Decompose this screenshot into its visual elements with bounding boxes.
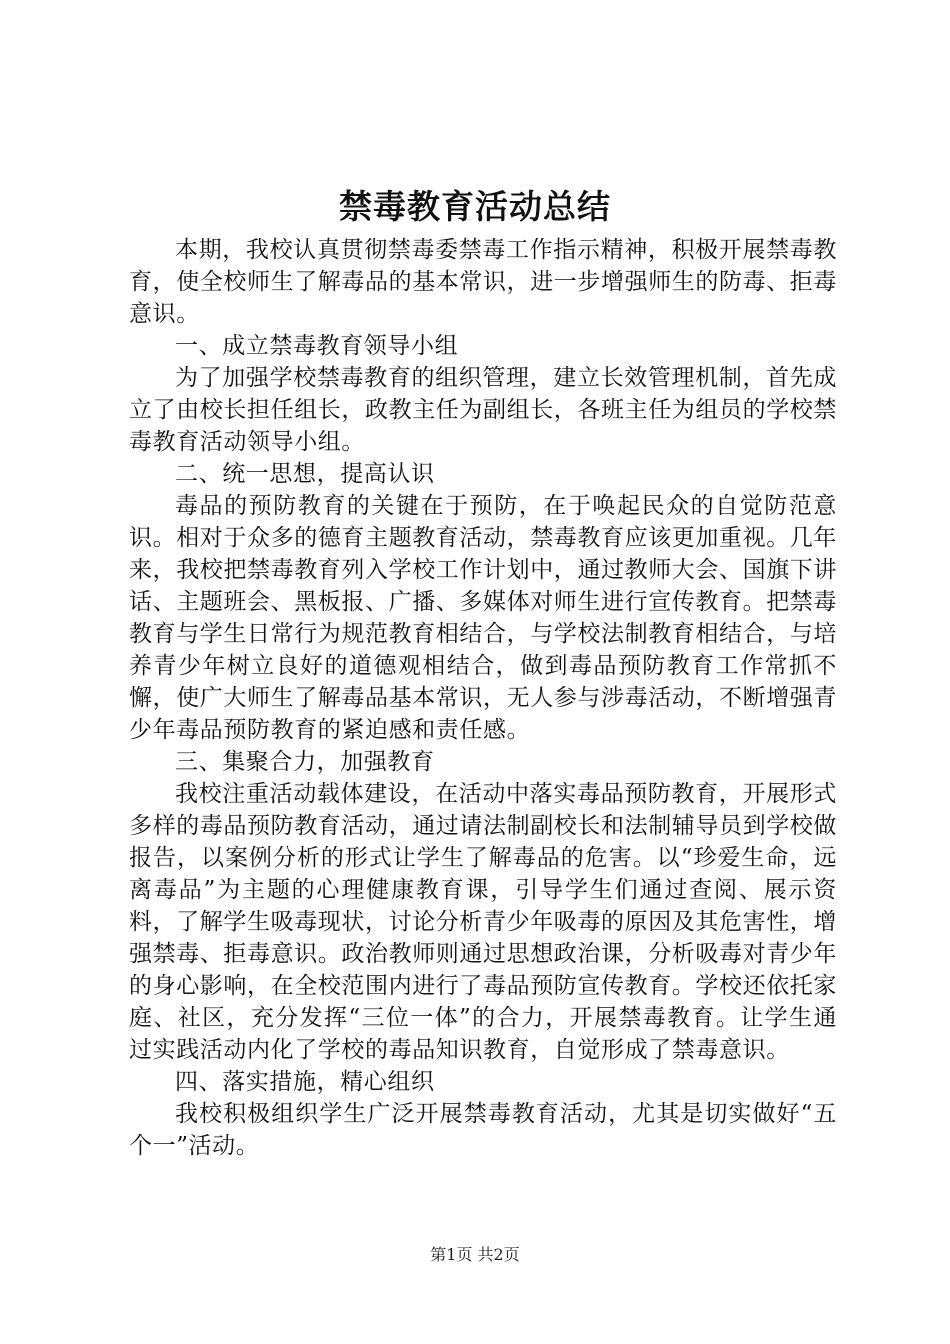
- section-paragraph-1: 为了加强学校禁毒教育的组织管理，建立长效管理机制，首先成立了由校长担任组长，政教主任为副组长，各班主任为组员的学校禁毒教育活动领导小组。: [129, 365, 837, 455]
- section-heading-1: 一、成立禁毒教育领导小组: [175, 333, 459, 359]
- intro-paragraph: 本期，我校认真贯彻禁毒委禁毒工作指示精神，积极开展禁毒教育，使全校师生了解毒品的基本常识，进一步增强师生的防毒、拒毒意识。: [129, 237, 837, 327]
- section-heading-3: 三、集聚合力，加强教育: [175, 749, 435, 775]
- section-heading-4: 四、落实措施，精心组织: [175, 1069, 435, 1095]
- section-paragraph-4: 我校积极组织学生广泛开展禁毒教育活动，尤其是切实做好“五个一”活动。: [129, 1101, 837, 1159]
- document-body: [129, 234, 837, 1162]
- document-title: 禁毒教育活动总结: [339, 187, 611, 226]
- page-footer: 第1页 共2页: [430, 1245, 520, 1264]
- section-heading-2: 二、统一思想，提高认识: [175, 461, 435, 487]
- section-paragraph-2: 毒品的预防教育的关键在于预防，在于唤起民众的自觉防范意识。相对于众多的德育主题教育活动，禁毒教育应该更加重视。几年来，我校把禁毒教育列入学校工作计划中，通过教师大会、国旗下讲话、主题班会、黑板报、广播、多媒体对师生进行宣传教育。把禁毒教育与学生日常行为规范教育相结合，与学校法制教育相结合，与培养青少年树立良好的道德观相结合，做到毒品预防教育工作常抓不懈，使广大师生了解毒品基本常识，无人参与涉毒活动，不断增强青少年毒品预防教育的紧迫感和责任感。: [129, 493, 837, 743]
- section-paragraph-3: 我校注重活动载体建设，在活动中落实毒品预防教育，开展形式多样的毒品预防教育活动，通过请法制副校长和法制辅导员到学校做报告，以案例分析的形式让学生了解毒品的危害。以“珍爱生命，远离毒品”为主题的心理健康教育课，引导学生们通过查阅、展示资料，了解学生吸毒现状，讨论分析青少年吸毒的原因及其危害性，增强禁毒、拒毒意识。政治教师则通过思想政治课，分析吸毒对青少年的身心影响，在全校范围内进行了毒品预防宣传教育。学校还依托家庭、社区，充分发挥“三位一体”的合力，开展禁毒教育。让学生通过实践活动内化了学校的毒品知识教育，自觉形成了禁毒意识。: [129, 781, 837, 1063]
